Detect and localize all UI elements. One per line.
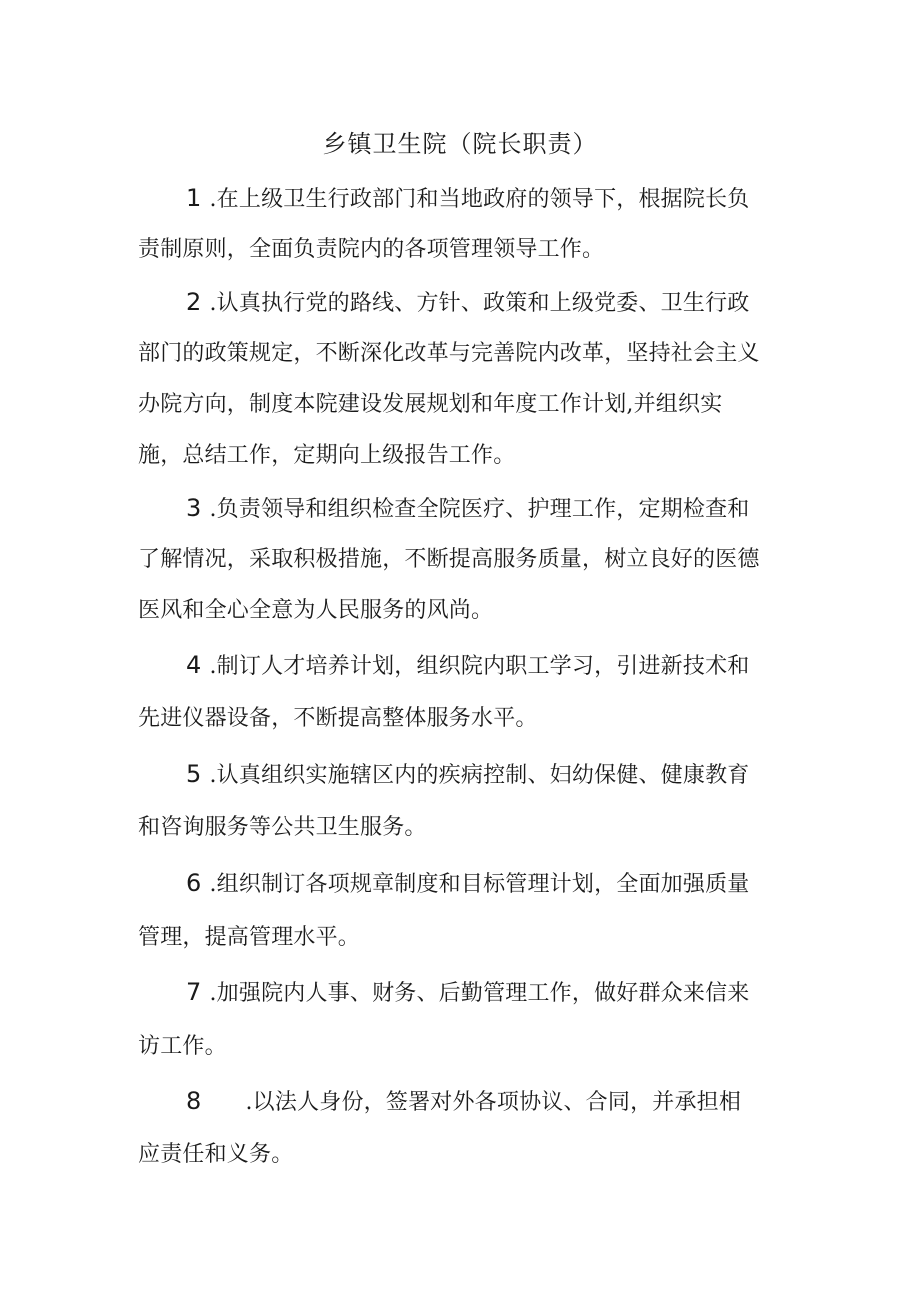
item-3-number: 3	[186, 494, 202, 522]
item-1-line-2: 责制原则，全面负责院内的各项管理领导工作。	[138, 237, 605, 262]
item-7-text: .加强院内人事、财务、后勤管理工作，做好群众来信来	[209, 981, 750, 1006]
item-8-line-1	[186, 1084, 741, 1120]
item-5-line-2: 和咨询服务等公共卫生服务。	[138, 815, 427, 840]
item-2-line-4: 施，总结工作，定期向上级报告工作。	[138, 443, 516, 468]
item-2-line-1	[186, 285, 749, 321]
item-8-number: 8	[186, 1087, 202, 1115]
item-6-text: .组织制订各项规章制度和目标管理计划，全面加强质量	[209, 872, 750, 897]
item-4-number: 4	[186, 651, 202, 679]
item-7-line-1	[186, 975, 749, 1011]
item-3-line-3: 医风和全心全意为人民服务的风尚。	[138, 598, 494, 623]
item-8-text: .以法人身份，签署对外各项协议、合同，并承担相	[245, 1090, 742, 1115]
item-2-number: 2	[186, 288, 202, 316]
item-5-text: .认真组织实施辖区内的疾病控制、妇幼保健、健康教育	[209, 763, 750, 788]
item-3-line-2: 了解情况，采取积极措施，不断提高服务质量，树立良好的医德	[138, 547, 760, 572]
item-5-line-1	[186, 757, 749, 793]
item-2-text: .认真执行党的路线、方针、政策和上级党委、卫生行政	[209, 291, 750, 316]
item-2-line-3: 办院方向，制度本院建设发展规划和年度工作计划,并组织实	[138, 392, 723, 417]
item-3-line-1	[186, 491, 749, 527]
item-1-number: 1	[186, 184, 202, 212]
item-2-line-2: 部门的政策规定，不断深化改革与完善院内改革，坚持社会主义	[138, 341, 760, 366]
item-7-line-2: 访工作。	[138, 1034, 227, 1059]
item-6-line-2: 管理，提高管理水平。	[138, 925, 361, 950]
item-7-number: 7	[186, 978, 202, 1006]
item-6-line-1	[186, 866, 749, 902]
item-1-line-1	[186, 181, 749, 217]
item-4-line-2: 先进仪器设备，不断提高整体服务水平。	[138, 706, 538, 731]
item-1-text: .在上级卫生行政部门和当地政府的领导下，根据院长负	[209, 187, 750, 212]
item-4-text: .制订人才培养计划，组织院内职工学习，引进新技术和	[209, 654, 750, 679]
item-4-line-1	[186, 648, 749, 684]
document-title: 乡镇卫生院（院长职责）	[322, 130, 598, 158]
item-8-line-2: 应责任和义务。	[138, 1142, 294, 1167]
item-3-text: .负责领导和组织检查全院医疗、护理工作，定期检查和	[209, 497, 750, 522]
item-5-number: 5	[186, 760, 202, 788]
item-6-number: 6	[186, 869, 202, 897]
